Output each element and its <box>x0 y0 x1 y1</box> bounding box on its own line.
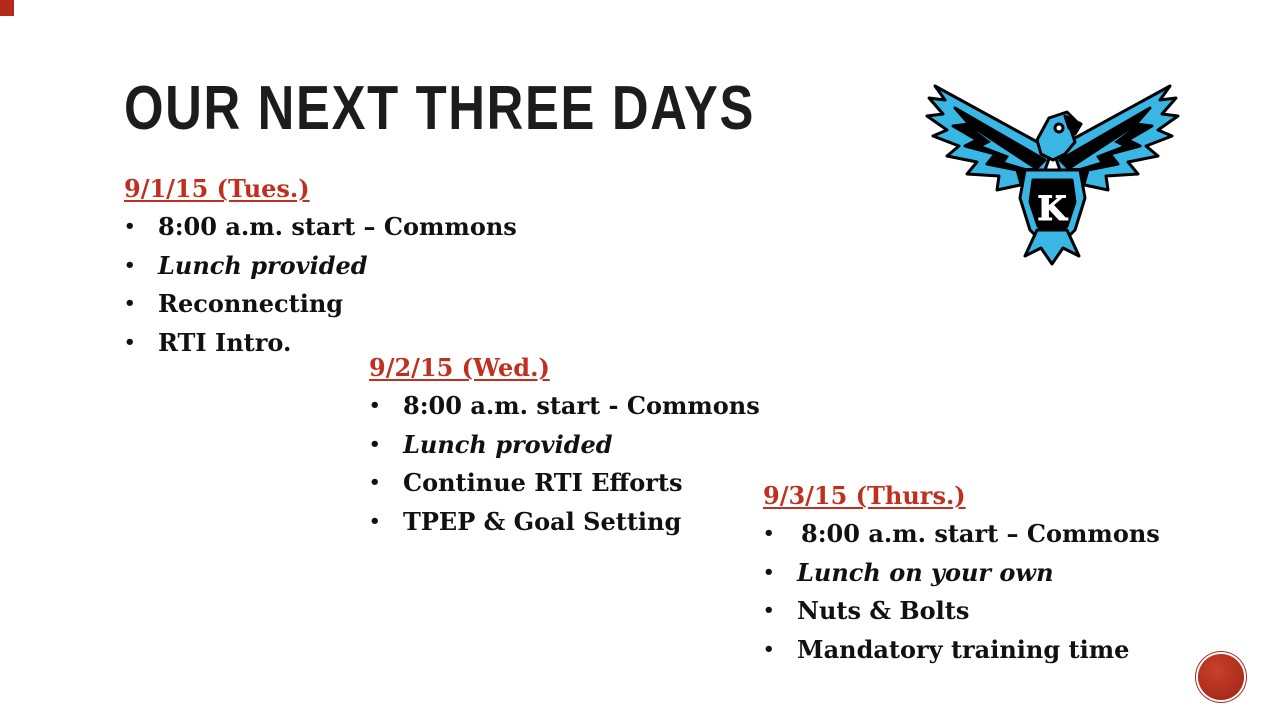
day-item-list <box>763 515 1160 669</box>
bullet-icon: • <box>763 600 775 621</box>
day-heading: 9/2/15 (Wed.) <box>369 353 550 382</box>
list-item-text: RTI Intro. <box>158 327 292 357</box>
day-block-tuesday <box>124 170 517 362</box>
bullet-icon: • <box>369 433 381 455</box>
list-item-text: Nuts & Bolts <box>797 596 970 625</box>
day-block-thursday <box>763 477 1160 669</box>
list-item <box>763 631 1130 670</box>
bullet-icon: • <box>369 510 381 532</box>
bullet-icon: • <box>369 472 381 493</box>
list-item <box>763 554 1054 593</box>
bullet-icon: • <box>124 293 136 314</box>
logo-letter: K <box>1037 189 1067 229</box>
list-item-text: TPEP & Goal Setting <box>403 506 682 536</box>
bullet-icon: • <box>124 254 136 276</box>
list-item-text: Lunch provided <box>158 250 368 280</box>
list-item <box>124 285 344 324</box>
list-item-text: 8:00 a.m. start – Commons <box>801 519 1160 548</box>
day-heading: 9/1/15 (Tues.) <box>124 174 310 203</box>
bullet-icon: • <box>124 331 136 353</box>
list-item-text: Mandatory training time <box>797 634 1130 664</box>
day-item-list <box>124 208 517 362</box>
bullet-icon: • <box>369 395 381 416</box>
list-item <box>124 324 310 363</box>
bullet-icon: • <box>763 638 775 660</box>
eagle-mascot-logo <box>925 80 1180 266</box>
list-item <box>369 503 682 542</box>
list-item <box>124 208 517 247</box>
bullet-icon: • <box>763 523 775 544</box>
slide-title: OUR NEXT THREE DAYS <box>124 74 755 143</box>
bullet-icon: • <box>124 216 136 237</box>
list-item-text: 8:00 a.m. start - Commons <box>403 391 760 420</box>
list-item-text: Reconnecting <box>158 289 344 318</box>
list-item-text: Lunch on your own <box>797 557 1054 587</box>
day-item-list <box>369 387 760 541</box>
next-slide-button[interactable] <box>1198 654 1244 700</box>
list-item <box>763 592 970 631</box>
bullet-icon: • <box>763 561 775 583</box>
list-item-text: Continue RTI Efforts <box>403 468 683 497</box>
day-heading: 9/3/15 (Thurs.) <box>763 481 966 510</box>
list-item-text: Lunch provided <box>403 429 613 459</box>
list-item <box>369 464 683 503</box>
list-item-text: 8:00 a.m. start – Commons <box>158 212 517 241</box>
list-item <box>369 426 613 465</box>
list-item <box>369 387 760 426</box>
day-block-wednesday <box>369 349 760 541</box>
corner-accent <box>0 0 14 16</box>
list-item <box>124 247 368 286</box>
list-item <box>763 515 1160 554</box>
